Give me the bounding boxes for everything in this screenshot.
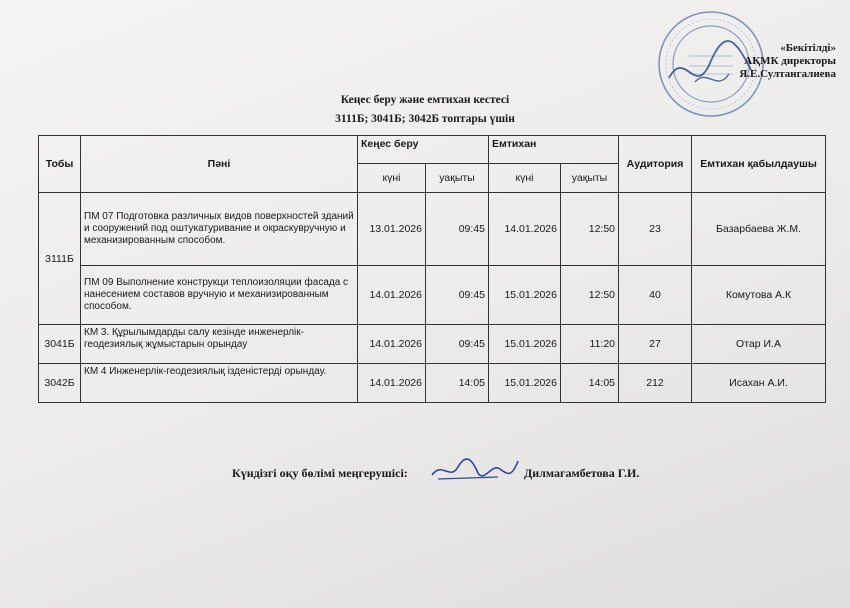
exam-time-cell: 14:05 [561, 364, 619, 403]
subject-cell: КМ 3. Құрылымдарды салу кезінде инженерлік-геодезиялық жұмыстарын орындау [81, 325, 358, 364]
approval-line-1: «Бекітілді» [780, 42, 836, 54]
footer-label: Күндізгі оқу бөлімі меңгерушісі: [232, 466, 408, 480]
header-consult-time: уақыты [426, 164, 489, 193]
exam-time-cell: 12:50 [561, 266, 619, 325]
schedule-table [38, 135, 826, 403]
examiner-cell: Отар И.А [692, 325, 826, 364]
header-room: Аудитория [619, 136, 692, 193]
approval-line-3: Я.Е.Султангалиева [739, 68, 836, 80]
subject-cell: ПМ 07 Подготовка различных видов поверхностей зданий и сооружений под оштукатуривание и окраскувручную и механизированным способом. [81, 193, 358, 266]
header-exam: Емтихан [489, 136, 619, 164]
room-cell: 212 [619, 364, 692, 403]
document-subtitle: 3111Б; 3041Б; 3042Б топтары үшін [335, 113, 515, 125]
examiner-cell: Базарбаева Ж.М. [692, 193, 826, 266]
room-cell: 40 [619, 266, 692, 325]
examiner-cell: Комутова А.К [692, 266, 826, 325]
exam-time-cell: 12:50 [561, 193, 619, 266]
consult-date-cell: 13.01.2026 [358, 193, 426, 266]
consult-time-cell: 09:45 [426, 266, 489, 325]
consult-time-cell: 09:45 [426, 193, 489, 266]
header-examiner: Емтихан қабылдаушы [692, 136, 826, 193]
header-consult: Кеңес беру [358, 136, 489, 164]
room-cell: 27 [619, 325, 692, 364]
room-cell: 23 [619, 193, 692, 266]
exam-date-cell: 14.01.2026 [489, 193, 561, 266]
group-cell: 3041Б [39, 325, 81, 364]
header-exam-day: күні [489, 164, 561, 193]
consult-time-cell: 14:05 [426, 364, 489, 403]
table-row [39, 193, 826, 266]
exam-date-cell: 15.01.2026 [489, 364, 561, 403]
table-row [39, 325, 826, 364]
group-cell: 3111Б [39, 193, 81, 325]
header-subject: Пәні [81, 136, 358, 193]
header-group: Тобы [39, 136, 81, 193]
consult-date-cell: 14.01.2026 [358, 325, 426, 364]
consult-date-cell: 14.01.2026 [358, 364, 426, 403]
document-title: Кеңес беру және емтихан кестесі [340, 94, 510, 106]
group-cell: 3042Б [39, 364, 81, 403]
consult-time-cell: 09:45 [426, 325, 489, 364]
table-row [39, 266, 826, 325]
subject-cell: ПМ 09 Выполнение конструкци теплоизоляции фасада с нанесением составов вручную и механизированным способом. [81, 266, 358, 325]
table-header-row [39, 136, 826, 164]
exam-time-cell: 11:20 [561, 325, 619, 364]
exam-date-cell: 15.01.2026 [489, 266, 561, 325]
consult-date-cell: 14.01.2026 [358, 266, 426, 325]
header-consult-day: күні [358, 164, 426, 193]
table-row [39, 364, 826, 403]
approval-block [739, 42, 836, 81]
footer-name: Дилмагамбетова Г.И. [524, 466, 640, 480]
exam-date-cell: 15.01.2026 [489, 325, 561, 364]
subject-cell: КМ 4 Инженерлік-геодезиялық ізденістерді орындау. [81, 364, 358, 403]
examiner-cell: Исахан А.И. [692, 364, 826, 403]
header-exam-time: уақыты [561, 164, 619, 193]
signature-icon [428, 455, 520, 487]
approval-line-2: АҚМК директоры [744, 55, 836, 67]
